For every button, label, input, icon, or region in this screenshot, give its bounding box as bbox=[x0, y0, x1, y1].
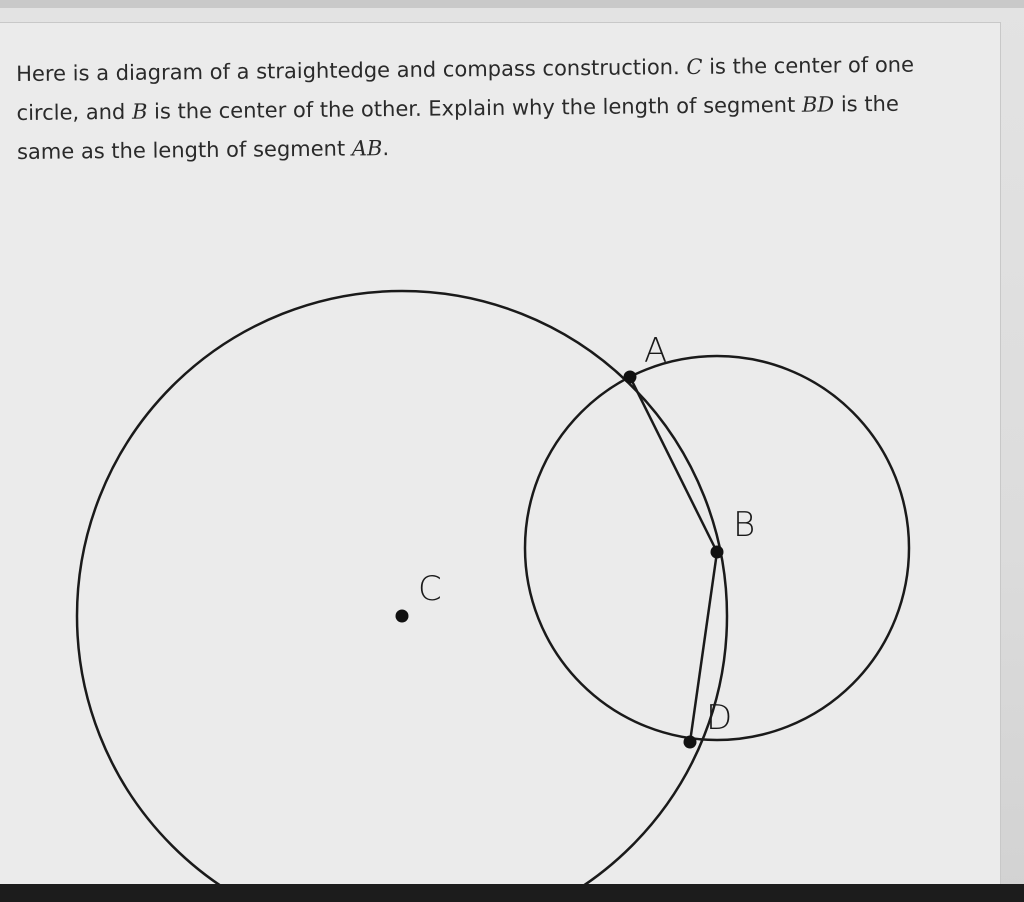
point-c bbox=[396, 610, 409, 623]
screen-bottom-edge bbox=[0, 884, 1024, 902]
question-text-part: . bbox=[382, 136, 390, 161]
label-c: C bbox=[418, 569, 442, 609]
question-text-part: Here is a diagram of a straightedge and compass construction. bbox=[16, 54, 687, 86]
question-text-part: is the center of one circle, and bbox=[16, 52, 915, 125]
point-b bbox=[711, 546, 724, 559]
label-b: B bbox=[733, 505, 756, 545]
point-b-variable: B bbox=[131, 99, 148, 124]
question-text-part: is the center of the other. Explain why the length of segment bbox=[147, 92, 803, 124]
label-a: A bbox=[644, 331, 668, 371]
point-a bbox=[624, 371, 637, 384]
segment-ab bbox=[630, 377, 717, 552]
label-d: D bbox=[706, 698, 733, 738]
segment-ab-variable: AB bbox=[351, 136, 383, 161]
point-c-variable: C bbox=[686, 54, 703, 79]
point-d bbox=[684, 736, 697, 749]
segment-bd-variable: BD bbox=[801, 92, 835, 117]
question-text-part: is the same as the length of segment bbox=[16, 91, 899, 164]
